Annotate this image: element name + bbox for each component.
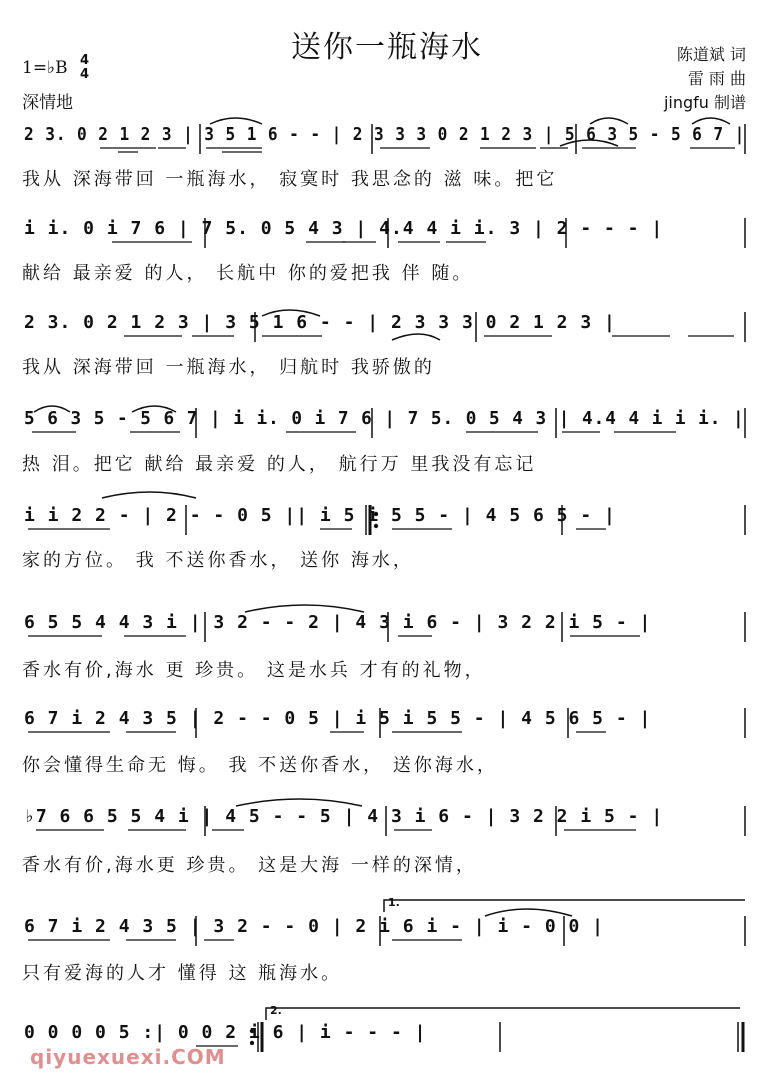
notation-line-2: i i. 0 i 7 6 | 7 5. 0 5 4 3 | 4.4 4 i i. 3 | 2 - - - |: [24, 218, 664, 239]
song-title: 送你一瓶海水: [291, 30, 483, 65]
notation-line-7: 6 7 i 2 4 3 5 | 2 - - 0 5 | i 5 i 5 5 - | 4 5 6 5 - |: [24, 708, 652, 729]
notation-line-1: 2 3. 0 2 1 2 3 | 3 5 1 6 - - | 2 3 3 3 0 2 1 2 3 | 5 6 3 5 - 5 6 7 |: [24, 124, 746, 145]
lyrics-line-6: 香水有价,海水 更 珍贵。 这是水兵 才有的礼物，: [22, 660, 486, 681]
lyrics-line-9: 只有爱海的人才 懂得 这 瓶海水。: [22, 963, 343, 984]
notation-line-8: ♭7 6 6 5 5 4 i | 4 5 - - 5 | 4 3 i 6 - | 3 2 2 i 5 - |: [24, 806, 664, 827]
notation-line-6: 6 5 5 4 4 3 i | 3 2 - - 2 | 4 3 i 6 - | 3 2 2 i 5 - |: [24, 612, 652, 633]
lyrics-line-2: 献给 最亲爱 的人， 长航中 你的爱把我 伴 随。: [22, 263, 474, 284]
volta-second-label: 2.: [270, 1004, 282, 1017]
volta-first-label: 1.: [388, 896, 400, 909]
notation-line-9: 6 7 i 2 4 3 5 | 3 2 - - 0 | 2 i 6 i - | i - 0 0 |: [24, 916, 605, 937]
expression-mark: 深情地: [22, 93, 73, 113]
lyrics-line-1: 我从 深海带回 一瓶海水， 寂寞时 我思念的 滋 味。把它: [22, 169, 558, 190]
lyricist-credit: 陈道斌 词: [676, 45, 746, 64]
lyrics-line-7: 你会懂得生命无 悔。 我 不送你香水， 送你海水，: [22, 755, 498, 776]
key-signature: 1=♭B: [22, 58, 68, 78]
notation-line-10: 0 0 0 0 5 :| 0 0 2 i 6 | i - - - |: [24, 1022, 427, 1043]
meter-bottom: 4: [80, 67, 90, 82]
site-watermark: qiyuexuexi.COM: [30, 1045, 226, 1069]
notation-line-4: 5 6 3 5 - 5 6 7 | i i. 0 i 7 6 | 7 5. 0 5 4 3 | 4.4 4 i i i. |: [24, 408, 745, 429]
lyrics-line-3: 我从 深海带回 一瓶海水， 归航时 我骄傲的: [22, 357, 435, 378]
notation-line-5: i i 2 2 - | 2 - - 0 5 || i 5 i 5 5 - | 4 5 6 5 - |: [24, 505, 616, 526]
composer-credit: 雷 雨 曲: [687, 69, 746, 88]
meter-top: 4: [80, 53, 90, 68]
lyrics-line-5: 家的方位。 我 不送你香水， 送你 海水，: [22, 550, 414, 571]
arranger-credit: jingfu 制谱: [663, 93, 746, 112]
lyrics-line-8: 香水有价,海水更 珍贵。 这是大海 一样的深情，: [22, 855, 477, 876]
notation-line-3: 2 3. 0 2 1 2 3 | 3 5 1 6 - - | 2 3 3 3 0 2 1 2 3 |: [24, 312, 616, 333]
lyrics-line-4: 热 泪。把它 献给 最亲爱 的人， 航行万 里我没有忘记: [22, 454, 537, 475]
